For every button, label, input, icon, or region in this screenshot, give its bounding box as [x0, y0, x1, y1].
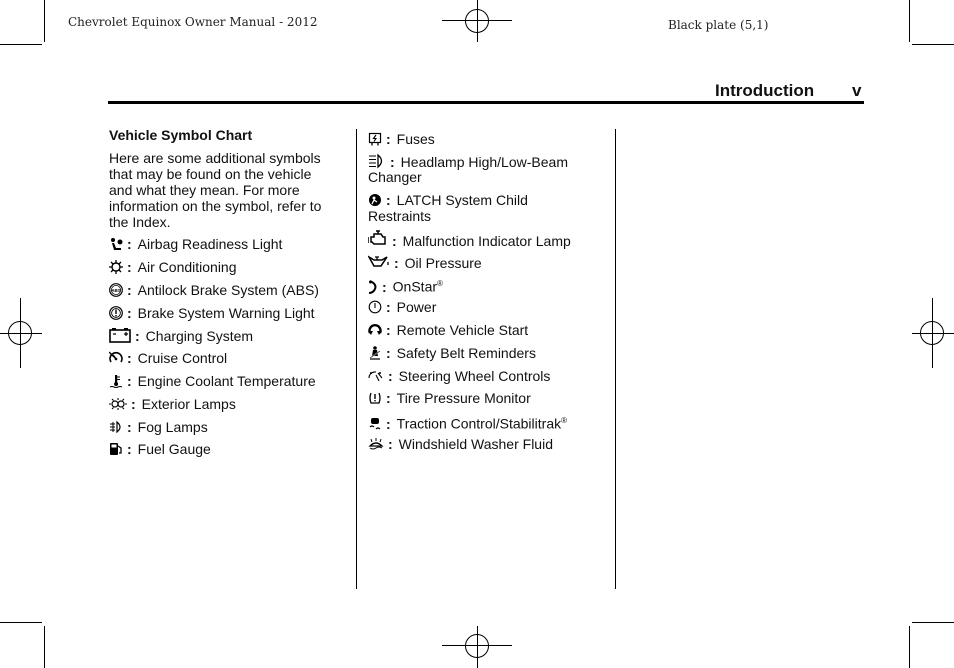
svg-text:ABS: ABS: [111, 288, 121, 293]
item-label: Safety Belt Reminders: [396, 345, 536, 361]
item-label: Windshield Washer Fluid: [398, 436, 553, 452]
intro-line: Here are some additional symbols: [109, 150, 321, 166]
battery-icon: [109, 327, 131, 343]
item-label-continued: Changer: [368, 169, 422, 185]
item-label: Cruise Control: [137, 350, 228, 366]
running-header-left: Chevrolet Equinox Owner Manual - 2012: [68, 15, 318, 29]
list-item: : Air Conditioning: [109, 259, 237, 275]
fog-lamps-icon: [109, 420, 123, 434]
item-label: Headlamp High/Low-Beam: [400, 154, 568, 170]
fuel-gauge-icon: [109, 442, 123, 456]
item-label: Malfunction Indicator Lamp: [402, 233, 571, 249]
list-item: : Airbag Readiness Light: [109, 236, 282, 252]
column-divider-2: [615, 129, 616, 589]
power-icon: [368, 300, 382, 314]
abs-icon: [109, 283, 123, 297]
brake-warning-icon: [109, 306, 123, 320]
column-divider-1: [356, 129, 357, 589]
title-rule: [108, 101, 864, 104]
fuse-icon: [368, 132, 382, 146]
list-item: : Fog Lamps: [109, 419, 208, 435]
vehicle-symbol-chart-heading: Vehicle Symbol Chart: [109, 127, 253, 143]
item-label: Remote Vehicle Start: [396, 322, 529, 338]
item-label: Fuel Gauge: [137, 441, 211, 457]
item-label: Exterior Lamps: [141, 396, 236, 412]
intro-line: information on the symbol, refer to: [109, 198, 322, 214]
list-item: : Oil Pressure: [368, 254, 482, 271]
item-label: Engine Coolant Temperature: [137, 373, 316, 389]
seat-belt-icon: [368, 346, 382, 360]
cruise-control-icon: [109, 351, 123, 365]
list-item: : Tire Pressure Monitor: [368, 390, 531, 406]
item-label: Traction Control/Stabilitrak: [396, 415, 562, 432]
list-item: : Brake System Warning Light: [109, 305, 315, 321]
item-label: Power: [396, 299, 437, 315]
item-label: Antilock Brake System (ABS): [137, 282, 319, 298]
tire-pressure-icon: [368, 391, 382, 405]
list-item: : Remote Vehicle Start: [368, 322, 528, 338]
remote-start-icon: [368, 323, 382, 337]
item-label: LATCH System Child: [396, 192, 528, 208]
list-item: : Traction Control/Stabilitrak®: [368, 413, 567, 432]
item-label: Charging System: [145, 328, 254, 344]
oil-can-icon: [368, 254, 390, 270]
running-header-right: Black plate (5,1): [668, 18, 769, 32]
steering-wheel-controls-icon: [368, 369, 384, 383]
item-label: Fuses: [396, 131, 435, 147]
list-item: : Fuel Gauge: [109, 441, 211, 457]
onstar-icon: [368, 280, 378, 294]
item-label: Brake System Warning Light: [137, 305, 315, 321]
latch-child-restraint-icon: [368, 193, 382, 207]
exterior-lamps-icon: [109, 397, 127, 411]
item-label: Fog Lamps: [137, 419, 208, 435]
list-item: : LATCH System Child: [368, 192, 528, 208]
washer-fluid-icon: [368, 437, 384, 451]
list-item: : Steering Wheel Controls: [368, 368, 550, 384]
list-item: : Exterior Lamps: [109, 396, 236, 412]
registered-mark: ®: [561, 416, 568, 425]
item-label: Steering Wheel Controls: [398, 368, 551, 384]
item-label: OnStar: [392, 278, 438, 295]
air-conditioning-icon: [109, 260, 123, 274]
item-label: Tire Pressure Monitor: [396, 390, 531, 406]
registered-mark: ®: [437, 279, 443, 288]
list-item: : Cruise Control: [109, 350, 227, 366]
item-label: Air Conditioning: [137, 259, 237, 275]
list-item: : OnStar®: [368, 276, 443, 295]
list-item: : Engine Coolant Temperature: [109, 373, 316, 389]
item-label: Airbag Readiness Light: [137, 236, 283, 252]
section-title: Introduction: [715, 81, 815, 100]
traction-control-icon: [368, 417, 382, 431]
list-item: : Charging System: [109, 327, 253, 344]
item-label-continued: Restraints: [368, 208, 432, 224]
list-item: : Headlamp High/Low-Beam: [368, 153, 568, 170]
check-engine-icon: [368, 230, 388, 248]
coolant-temperature-icon: [109, 374, 123, 388]
list-item: : Windshield Washer Fluid: [368, 436, 553, 452]
page-number: v: [852, 81, 862, 100]
headlamp-beam-icon: [368, 153, 386, 169]
list-item: : Power: [368, 299, 436, 315]
list-item: ABS : Antilock Brake System (ABS): [109, 282, 319, 298]
intro-line: and what they mean. For more: [109, 182, 300, 198]
item-label: Oil Pressure: [404, 255, 482, 271]
list-item: : Malfunction Indicator Lamp: [368, 230, 571, 249]
list-item: : Fuses: [368, 131, 435, 147]
airbag-icon: [109, 237, 123, 251]
intro-line: that may be found on the vehicle: [109, 166, 312, 182]
intro-line: the Index.: [109, 214, 171, 230]
list-item: : Safety Belt Reminders: [368, 345, 536, 361]
